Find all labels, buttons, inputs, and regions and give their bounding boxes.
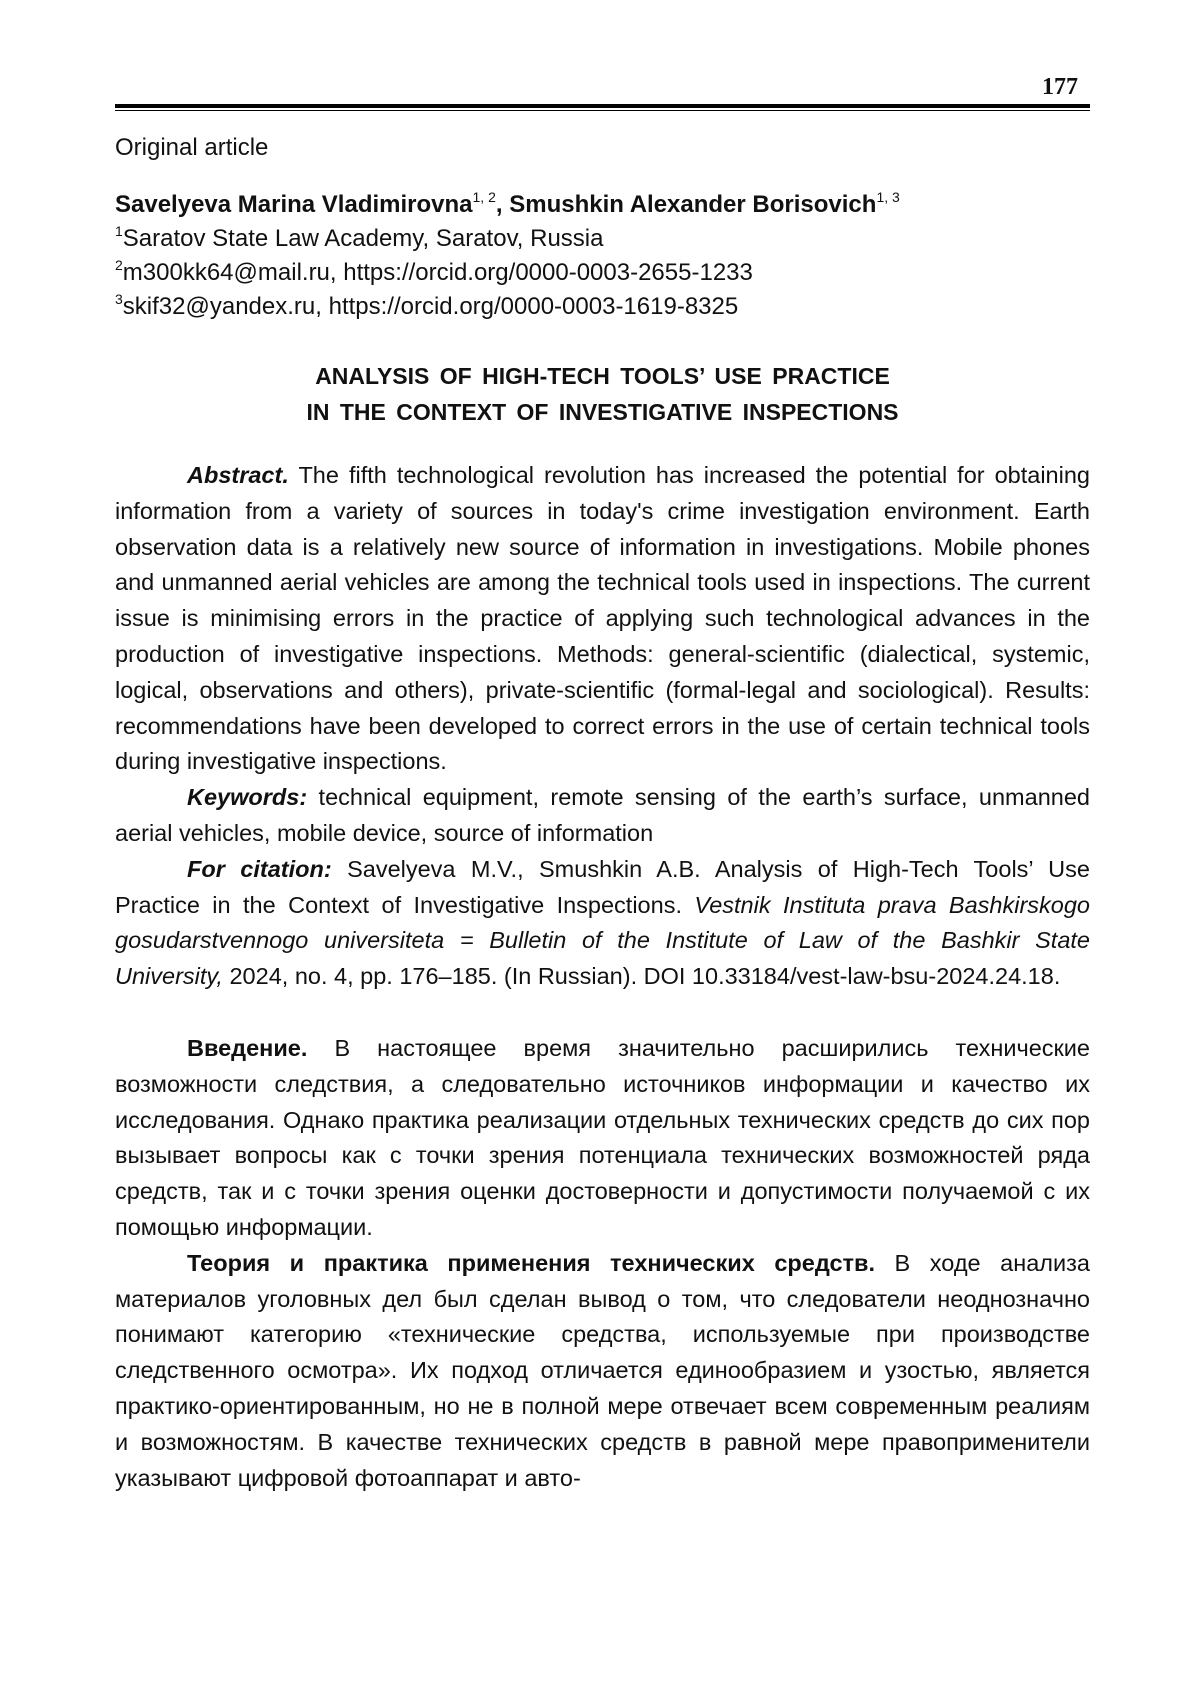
affiliation-3 bbox=[115, 290, 1090, 324]
citation-paragraph bbox=[115, 852, 1090, 995]
theory-paragraph bbox=[115, 1246, 1090, 1497]
introduction-text: В настоящее время значительно расширились технические возможности следствия, а следовательно источников информации и качество их исследования. Однако практика реализации отдельных технических средств до сих пор вызывает вопросы как с точки зрения потенциала технических возможностей ряда средств, так и с точки зрения оценки достоверности и допустимости получаемой с их помощью информации. bbox=[115, 1034, 1090, 1240]
author-1-name: Savelyeva Marina Vladimirovna bbox=[115, 191, 473, 218]
header-rule-thick bbox=[115, 104, 1090, 108]
theory-label: Теория и практика применения технических средств. bbox=[187, 1249, 875, 1276]
page-number: 177 bbox=[1042, 74, 1078, 100]
abstract-label: Abstract. bbox=[187, 462, 289, 488]
title-line-2: IN THE CONTEXT OF INVESTIGATIVE INSPECTIONS bbox=[306, 399, 899, 425]
citation-label: For citation: bbox=[187, 855, 332, 882]
citation-text-2: 2024, no. 4, pp. 176–185. (In Russian). DOI 10.33184/vest-law-bsu-2024.24.18. bbox=[222, 963, 1061, 990]
author-line bbox=[115, 188, 1090, 222]
affiliation-1-superscript: 1 bbox=[115, 223, 123, 239]
article-type-label: Original article bbox=[115, 134, 269, 161]
title-line-1: ANALYSIS OF HIGH-TECH TOOLS’ USE PRACTICE bbox=[315, 363, 890, 389]
affiliation-3-superscript: 3 bbox=[115, 291, 123, 307]
affiliation-1-text: Saratov State Law Academy, Saratov, Russia bbox=[122, 225, 604, 252]
citation-journal: Vestnik Instituta prava Bashkirskogo gosudarstvennogo universiteta = Bulletin of the Institute of Law of the Bashkir State University, bbox=[115, 891, 1091, 990]
introduction-paragraph bbox=[115, 1031, 1090, 1246]
keywords-paragraph bbox=[115, 780, 1090, 852]
affiliation-2-text: m300kk64@mail.ru, https://orcid.org/0000-0003-2655-1233 bbox=[122, 259, 753, 286]
author-2-superscript: 1, 3 bbox=[876, 189, 900, 205]
affiliation-2 bbox=[115, 256, 1090, 290]
theory-text: В ходе анализа материалов уголовных дел был сделан вывод о том, что следователи неоднозначно понимают категорию «технические средства, используемые при производстве следственного осмотра». Их подход отличается единообразием и узостью, является практико-ориентированным, но не в полной мере отвечает всем современным реалиям и возможностям. В качестве технических средств в равной мере правоприменители указывают цифровой фотоаппарат и авто- bbox=[115, 1249, 1090, 1491]
author-separator: , bbox=[495, 191, 510, 218]
article-title bbox=[115, 358, 1090, 430]
author-1-superscript: 1, 2 bbox=[472, 189, 496, 205]
header-rule-thin bbox=[115, 110, 1090, 111]
body-section bbox=[115, 1031, 1090, 1496]
page-header bbox=[115, 70, 1090, 114]
affiliation-2-superscript: 2 bbox=[115, 257, 123, 273]
author-block bbox=[115, 188, 1090, 324]
keywords-text: technical equipment, remote sensing of the earth’s surface, unmanned aerial vehicles, mobile device, source of information bbox=[115, 784, 1090, 846]
paper-page bbox=[115, 70, 1090, 1496]
author-2-name: Smushkin Alexander Borisovich bbox=[509, 191, 877, 218]
affiliation-1 bbox=[115, 222, 1090, 256]
abstract-paragraph bbox=[115, 458, 1090, 780]
introduction-label: Введение. bbox=[187, 1034, 308, 1061]
abstract-text: The fifth technological revolution has increased the potential for obtaining information from a variety of sources in today's crime investigation environment. Earth observation data is a relatively new source of information in investigations. Mobile phones and unmanned aerial vehicles are among the technical tools used in inspections. The current issue is minimising errors in the practice of applying such technological advances in the production of investigative inspections. Methods: general-scientific (dialectical, systemic, logical, observations and others), private-scientific (formal-legal and sociological). Results: recommendations have been developed to correct errors in the use of certain technical tools during investigative inspections. bbox=[115, 462, 1090, 775]
citation-text-1: Savelyeva M.V., Smushkin A.B. Analysis of High-Tech Tools’ Use Practice in the Context of Investigative Inspections. bbox=[115, 855, 1090, 918]
keywords-label: Keywords: bbox=[187, 784, 308, 811]
abstract-section bbox=[115, 458, 1090, 995]
affiliation-3-text: skif32@yandex.ru, https://orcid.org/0000-0003-1619-8325 bbox=[122, 293, 739, 320]
